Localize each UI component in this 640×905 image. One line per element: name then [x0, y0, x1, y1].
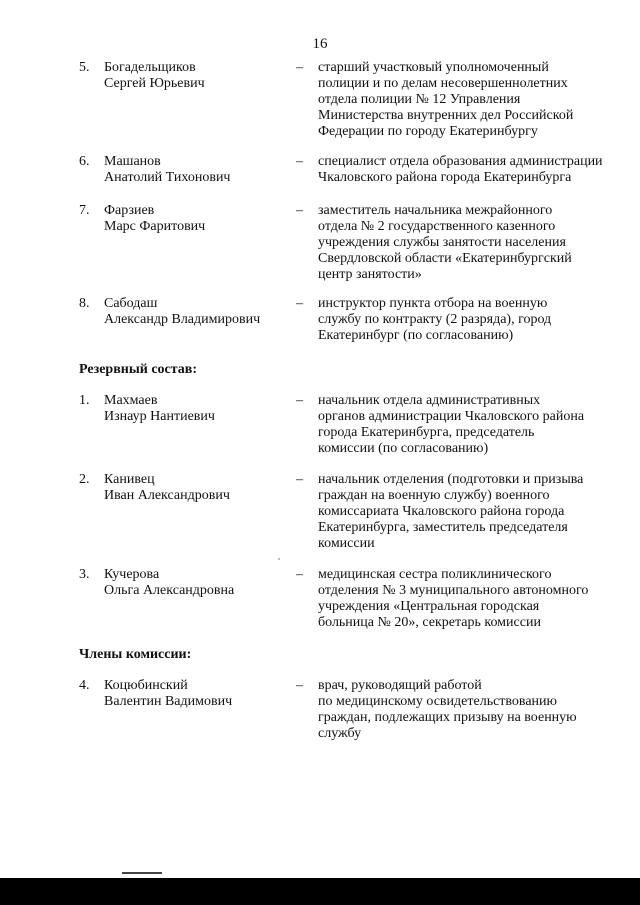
dash: –	[296, 154, 303, 169]
person-name	[104, 678, 289, 710]
description-line: отделения № 3 муниципального автономного	[318, 583, 589, 598]
description-line: заместитель начальника межрайонного	[318, 203, 553, 218]
person-name	[104, 60, 289, 92]
description-line: медицинская сестра поликлинического	[318, 567, 552, 582]
item-number: 6.	[79, 154, 90, 169]
description-line: органов администрации Чкаловского района	[318, 409, 585, 424]
description-line: отдела полиции № 12 Управления	[318, 92, 521, 107]
description-line: комиссии (по согласованию)	[318, 441, 489, 456]
scan-artifact	[122, 872, 162, 874]
surname: Коцюбинский	[104, 678, 188, 693]
item-number: 2.	[79, 472, 90, 487]
person-name	[104, 472, 289, 504]
surname: Машанов	[104, 154, 161, 169]
description-line: начальник отдела административных	[318, 393, 541, 408]
dash: –	[296, 60, 303, 75]
surname: Богадельщиков	[104, 60, 196, 75]
description-line: комиссии	[318, 536, 375, 551]
dash: –	[296, 203, 303, 218]
description-line: Чкаловского района города Екатеринбурга	[318, 170, 572, 185]
description-line: Свердловской области «Екатеринбургский	[318, 251, 572, 266]
item-number: 5.	[79, 60, 90, 75]
scan-speck	[278, 558, 280, 560]
dash: –	[296, 678, 303, 693]
person-name	[104, 567, 289, 599]
description-line: Министерства внутренних дел Российской	[318, 108, 574, 123]
description-line: инструктор пункта отбора на военную	[318, 296, 548, 311]
given-names: Валентин Вадимович	[104, 694, 233, 709]
description-line: граждан, подлежащих призыву на военную	[318, 710, 577, 725]
item-number: 7.	[79, 203, 90, 218]
page-number: 16	[312, 36, 328, 52]
given-names: Александр Владимирович	[104, 312, 261, 327]
item-number: 8.	[79, 296, 90, 311]
item-number: 3.	[79, 567, 90, 582]
item-number: 1.	[79, 393, 90, 408]
dash: –	[296, 567, 303, 582]
person-name	[104, 203, 289, 235]
given-names: Иван Александрович	[104, 488, 230, 503]
given-names: Ольга Александровна	[104, 583, 235, 598]
description-line: старший участковый уполномоченный	[318, 60, 549, 75]
surname: Кучерова	[104, 567, 160, 582]
given-names: Изнаур Нантиевич	[104, 409, 215, 424]
description-line: граждан на военную службу) военного	[318, 488, 550, 503]
dash: –	[296, 393, 303, 408]
given-names: Анатолий Тихонович	[104, 170, 231, 185]
position-description	[318, 203, 623, 283]
surname: Канивец	[104, 472, 155, 487]
description-line: специалист отдела образования администрации	[318, 154, 603, 169]
surname: Фарзиев	[104, 203, 155, 218]
given-names: Сергей Юрьевич	[104, 76, 205, 91]
section-heading-reserve: Резервный состав:	[79, 362, 198, 377]
description-line: отдела № 2 государственного казенного	[318, 219, 556, 234]
position-description	[318, 678, 623, 742]
person-name	[104, 296, 289, 328]
position-description	[318, 393, 623, 457]
dash: –	[296, 472, 303, 487]
description-line: Екатеринбурга, заместитель председателя	[318, 520, 568, 535]
description-line: службу	[318, 726, 362, 741]
dash: –	[296, 296, 303, 311]
position-description	[318, 567, 623, 631]
scan-bottom-border	[0, 878, 640, 905]
surname: Сабодаш	[104, 296, 158, 311]
description-line: полиции и по делам несовершеннолетних	[318, 76, 568, 91]
position-description	[318, 60, 623, 140]
description-line: комиссариата Чкаловского района города	[318, 504, 565, 519]
description-line: Екатеринбург (по согласованию)	[318, 328, 514, 343]
description-line: врач, руководящий работой	[318, 678, 482, 693]
description-line: города Екатеринбурга, председатель	[318, 425, 535, 440]
description-line: начальник отделения (подготовки и призыва	[318, 472, 584, 487]
description-line: центр занятости»	[318, 267, 422, 282]
description-line: учреждения службы занятости населения	[318, 235, 566, 250]
description-line: по медицинскому освидетельствованию	[318, 694, 558, 709]
surname: Махмаев	[104, 393, 158, 408]
description-line: службу по контракту (2 разряда), город	[318, 312, 552, 327]
person-name	[104, 154, 289, 186]
description-line: больница № 20», секретарь комиссии	[318, 615, 541, 630]
position-description	[318, 472, 623, 552]
given-names: Марс Фаритович	[104, 219, 206, 234]
item-number: 4.	[79, 678, 90, 693]
person-name	[104, 393, 289, 425]
position-description	[318, 154, 623, 186]
position-description	[318, 296, 623, 344]
section-heading-members: Члены комиссии:	[79, 647, 192, 662]
description-line: учреждения «Центральная городская	[318, 599, 540, 614]
description-line: Федерации по городу Екатеринбургу	[318, 124, 538, 139]
